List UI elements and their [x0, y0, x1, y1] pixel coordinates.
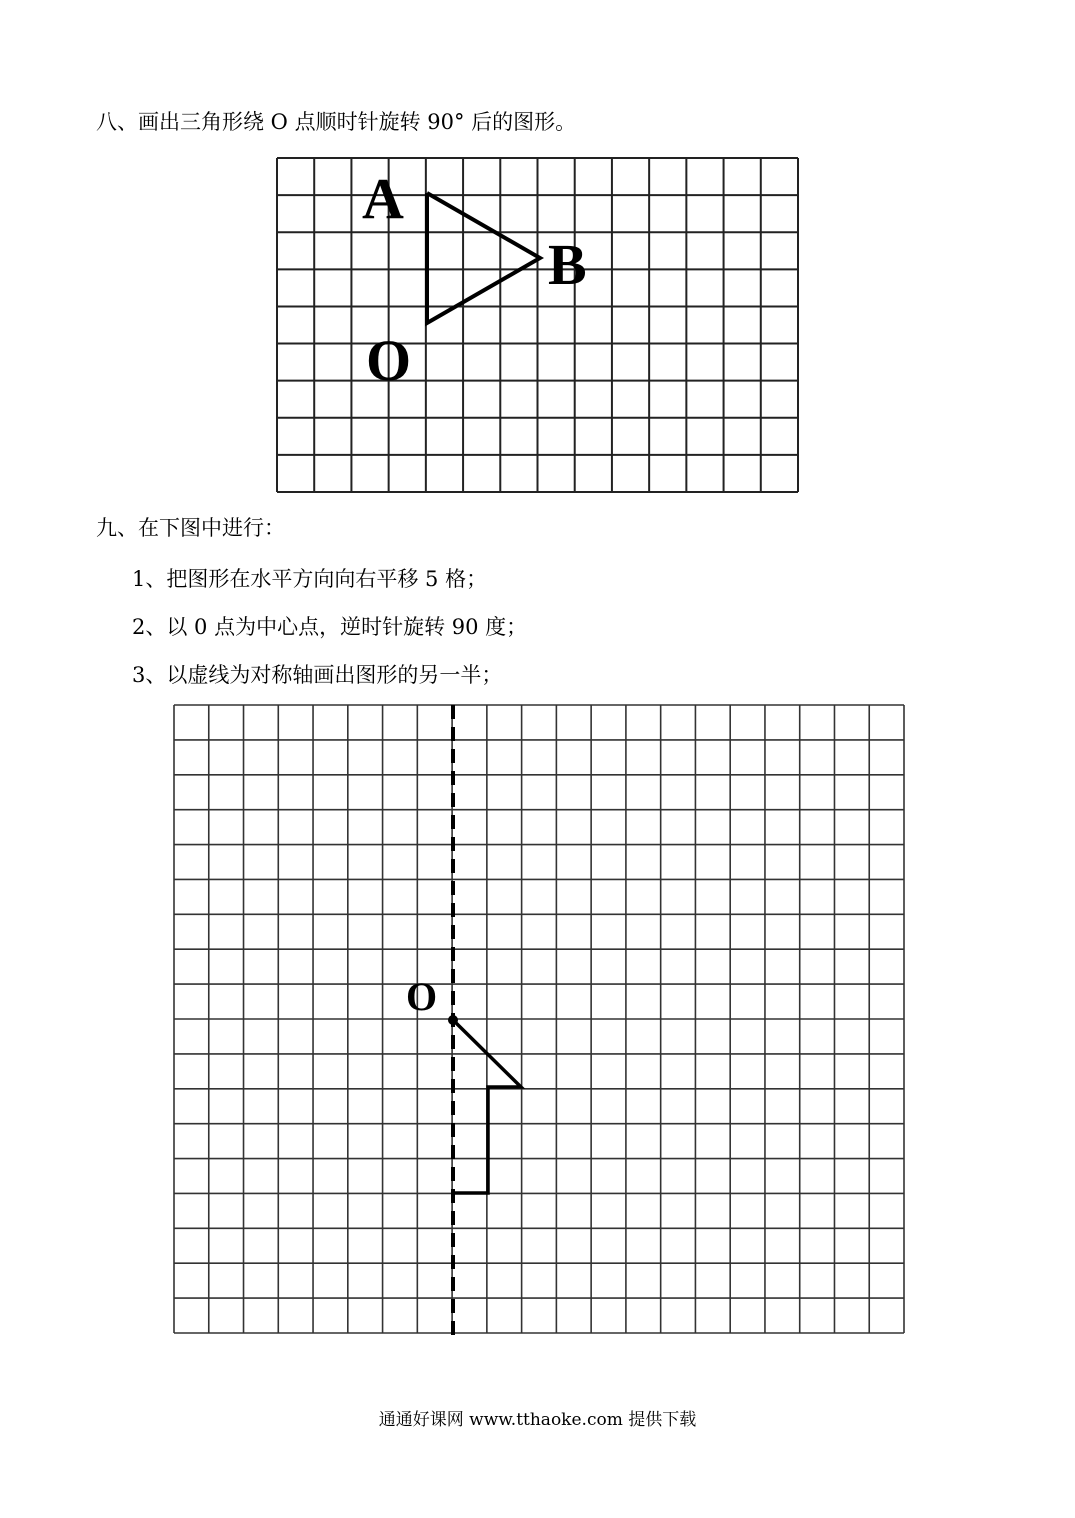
question-8-title: 八、画出三角形绕 O 点顺时针旋转 90° 后的图形。 [96, 110, 577, 134]
q8-label-a: A [362, 166, 404, 231]
q8-label-o: O [366, 328, 412, 393]
question-9-item-1: 1、把图形在水平方向向右平移 5 格； [132, 567, 488, 591]
question-9-item-2: 2、以 0 点为中心点，逆时针旋转 90 度； [132, 615, 528, 639]
q9-point-o [448, 1015, 458, 1025]
question-9-item-3: 3、以虚线为对称轴画出图形的另一半； [132, 663, 503, 687]
q9-label-o: O [406, 974, 438, 1019]
question-9-title: 九、在下图中进行： [96, 516, 285, 540]
q8-label-b: B [548, 232, 587, 297]
q9-grid [174, 705, 904, 1333]
footer-source: 通通好课网 www.tthaoke.com 提供下载 [378, 1410, 697, 1430]
